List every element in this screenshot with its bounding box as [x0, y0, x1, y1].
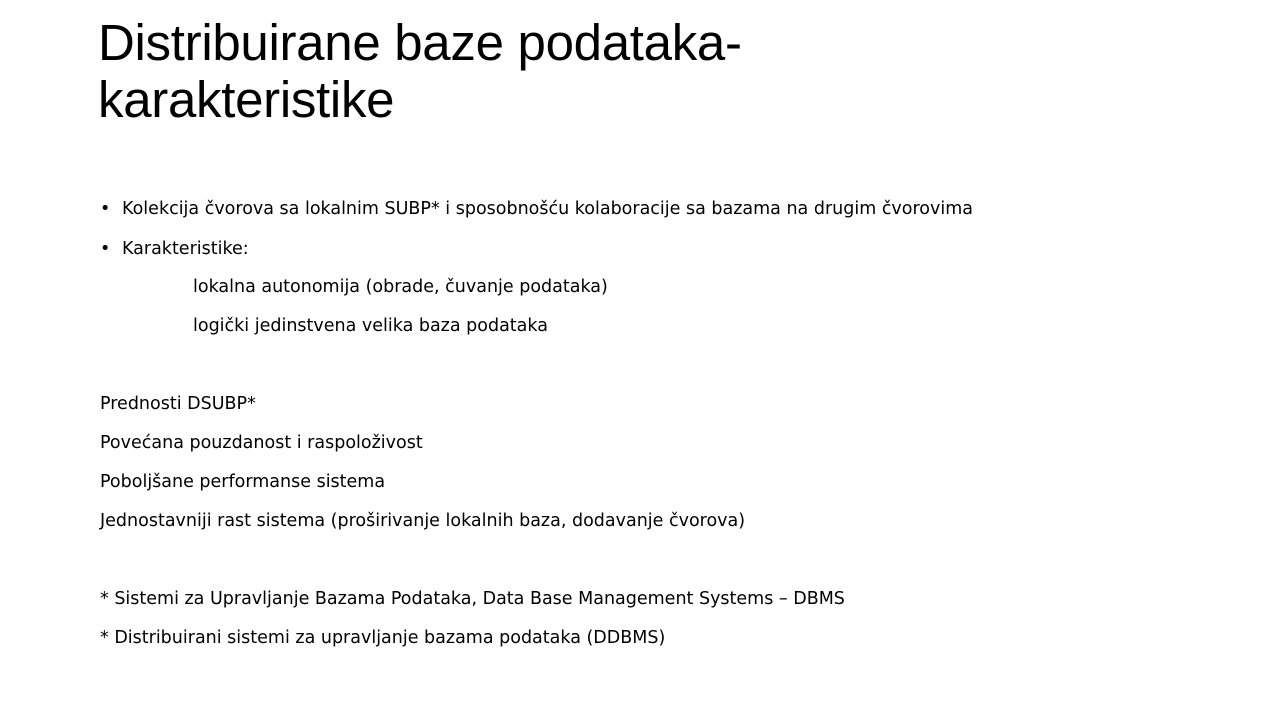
advantages-heading: Prednosti DSUBP*	[100, 394, 256, 414]
sub-item-logical-database: logički jedinstvena velika baza podataka	[193, 316, 548, 336]
slide-title-line-1: Distribuirane baze podataka-	[98, 14, 742, 71]
bullet-item-collection: Kolekcija čvorova sa lokalnim SUBP* i sposobnošću kolaboracije sa bazama na drugim čvorovima	[122, 199, 974, 219]
bullet-marker: •	[100, 199, 111, 219]
footnote-ddbms: * Distribuirani sistemi za upravljanje bazama podataka (DDBMS)	[100, 628, 666, 648]
footnote-dbms: * Sistemi za Upravljanje Bazama Podataka, Data Base Management Systems – DBMS	[100, 589, 845, 609]
advantage-item: Jednostavniji rast sistema (proširivanje lokalnih baza, dodavanje čvorova)	[100, 511, 746, 531]
advantage-item: Povećana pouzdanost i raspoloživost	[100, 433, 423, 453]
sub-item-local-autonomy: lokalna autonomija (obrade, čuvanje podataka)	[193, 277, 608, 297]
bullet-marker: •	[100, 239, 111, 259]
advantage-item: Poboljšane performanse sistema	[100, 472, 386, 492]
slide-title-line-2: karakteristike	[98, 71, 395, 128]
bullet-item-characteristics: Karakteristike:	[122, 239, 249, 259]
